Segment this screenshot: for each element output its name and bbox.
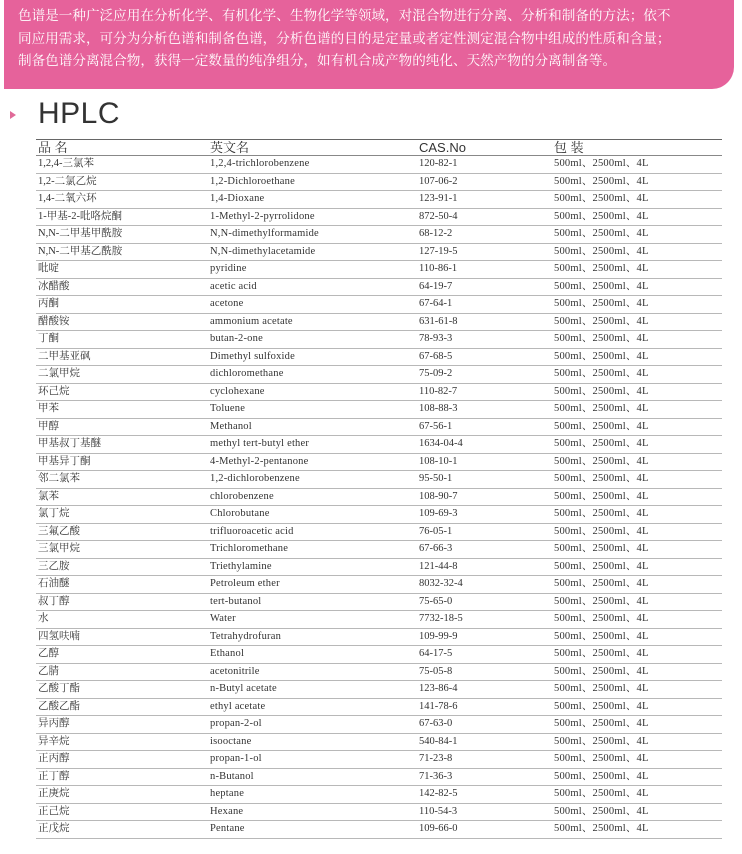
table-row xyxy=(36,226,722,244)
chinese-name-cell: 三氯甲烷 xyxy=(36,541,208,559)
header-cas-no: CAS.No xyxy=(417,140,552,156)
packaging-cell: 500ml、2500ml、4L xyxy=(552,558,722,576)
table-row xyxy=(36,243,722,261)
chinese-name-cell: 异辛烷 xyxy=(36,733,208,751)
english-name-cell: acetic acid xyxy=(208,278,417,296)
chinese-name-cell: 丁酮 xyxy=(36,331,208,349)
english-name-cell: propan-2-ol xyxy=(208,716,417,734)
cas-number-cell: 76-05-1 xyxy=(417,523,552,541)
table-row xyxy=(36,191,722,209)
table-row xyxy=(36,576,722,594)
english-name-cell: pyridine xyxy=(208,261,417,279)
chinese-name-cell: 正丙醇 xyxy=(36,751,208,769)
packaging-cell: 500ml、2500ml、4L xyxy=(552,208,722,226)
packaging-cell: 500ml、2500ml、4L xyxy=(552,261,722,279)
cas-number-cell: 1634-04-4 xyxy=(417,436,552,454)
table-row xyxy=(36,488,722,506)
english-name-cell: 1,2-dichlorobenzene xyxy=(208,471,417,489)
table-row xyxy=(36,558,722,576)
table-row xyxy=(36,173,722,191)
packaging-cell: 500ml、2500ml、4L xyxy=(552,611,722,629)
english-name-cell: Methanol xyxy=(208,418,417,436)
cas-number-cell: 67-68-5 xyxy=(417,348,552,366)
packaging-cell: 500ml、2500ml、4L xyxy=(552,436,722,454)
english-name-cell: Triethylamine xyxy=(208,558,417,576)
chinese-name-cell: 环己烷 xyxy=(36,383,208,401)
cas-number-cell: 631-61-8 xyxy=(417,313,552,331)
english-name-cell: n-Butyl acetate xyxy=(208,681,417,699)
packaging-cell: 500ml、2500ml、4L xyxy=(552,226,722,244)
table-row xyxy=(36,611,722,629)
chinese-name-cell: 水 xyxy=(36,611,208,629)
packaging-cell: 500ml、2500ml、4L xyxy=(552,523,722,541)
chinese-name-cell: 三乙胺 xyxy=(36,558,208,576)
intro-line: 制备色谱分离混合物，获得一定数量的纯净组分，如有机合成产物的纯化、天然产物的分离制备等。 xyxy=(18,53,617,69)
chinese-name-cell: 二甲基亚砜 xyxy=(36,348,208,366)
english-name-cell: tert-butanol xyxy=(208,593,417,611)
cas-number-cell: 121-44-8 xyxy=(417,558,552,576)
table-row xyxy=(36,296,722,314)
cas-number-cell: 108-88-3 xyxy=(417,401,552,419)
cas-number-cell: 109-66-0 xyxy=(417,821,552,839)
cas-number-cell: 71-36-3 xyxy=(417,768,552,786)
cas-number-cell: 7732-18-5 xyxy=(417,611,552,629)
english-name-cell: 1,2-Dichloroethane xyxy=(208,173,417,191)
cas-number-cell: 75-09-2 xyxy=(417,366,552,384)
packaging-cell: 500ml、2500ml、4L xyxy=(552,576,722,594)
packaging-cell: 500ml、2500ml、4L xyxy=(552,471,722,489)
cas-number-cell: 120-82-1 xyxy=(417,156,552,174)
packaging-cell: 500ml、2500ml、4L xyxy=(552,698,722,716)
english-name-cell: heptane xyxy=(208,786,417,804)
intro-line: 色谱是一种广泛应用在分析化学、有机化学、生物化学等领域，对混合物进行分离、分析和制备的方法；依不 xyxy=(18,8,671,24)
packaging-cell: 500ml、2500ml、4L xyxy=(552,681,722,699)
intro-banner xyxy=(4,0,734,89)
chinese-name-cell: 1,2-二氯乙烷 xyxy=(36,173,208,191)
english-name-cell: Chlorobutane xyxy=(208,506,417,524)
cas-number-cell: 107-06-2 xyxy=(417,173,552,191)
chinese-name-cell: 正己烷 xyxy=(36,803,208,821)
intro-line: 同应用需求，可分为分析色谱和制备色谱，分析色谱的目的是定量或者定性测定混合物中组成的性质和含量； xyxy=(18,30,671,47)
packaging-cell: 500ml、2500ml、4L xyxy=(552,768,722,786)
table-row xyxy=(36,821,722,839)
table-row xyxy=(36,471,722,489)
table-row xyxy=(36,383,722,401)
english-name-cell: chlorobenzene xyxy=(208,488,417,506)
packaging-cell: 500ml、2500ml、4L xyxy=(552,418,722,436)
table-row xyxy=(36,716,722,734)
english-name-cell: Trichloromethane xyxy=(208,541,417,559)
cas-number-cell: 64-19-7 xyxy=(417,278,552,296)
cas-number-cell: 71-23-8 xyxy=(417,751,552,769)
packaging-cell: 500ml、2500ml、4L xyxy=(552,366,722,384)
cas-number-cell: 64-17-5 xyxy=(417,646,552,664)
cas-number-cell: 123-86-4 xyxy=(417,681,552,699)
packaging-cell: 500ml、2500ml、4L xyxy=(552,751,722,769)
chinese-name-cell: 二氯甲烷 xyxy=(36,366,208,384)
cas-number-cell: 108-10-1 xyxy=(417,453,552,471)
chinese-name-cell: 氯苯 xyxy=(36,488,208,506)
english-name-cell: isooctane xyxy=(208,733,417,751)
packaging-cell: 500ml、2500ml、4L xyxy=(552,488,722,506)
chinese-name-cell: 叔丁醇 xyxy=(36,593,208,611)
chinese-name-cell: 正丁醇 xyxy=(36,768,208,786)
table-row xyxy=(36,401,722,419)
table-row xyxy=(36,453,722,471)
chinese-name-cell: 乙酸丁酯 xyxy=(36,681,208,699)
table-row xyxy=(36,733,722,751)
cas-number-cell: 75-05-8 xyxy=(417,663,552,681)
header-english-name: 英文名 xyxy=(208,140,417,156)
packaging-cell: 500ml、2500ml、4L xyxy=(552,191,722,209)
cas-number-cell: 110-82-7 xyxy=(417,383,552,401)
packaging-cell: 500ml、2500ml、4L xyxy=(552,663,722,681)
packaging-cell: 500ml、2500ml、4L xyxy=(552,348,722,366)
cas-number-cell: 108-90-7 xyxy=(417,488,552,506)
chinese-name-cell: 氯丁烷 xyxy=(36,506,208,524)
header-chinese-name: 品 名 xyxy=(36,140,208,156)
packaging-cell: 500ml、2500ml、4L xyxy=(552,733,722,751)
table-row xyxy=(36,628,722,646)
chinese-name-cell: 乙腈 xyxy=(36,663,208,681)
table-row xyxy=(36,541,722,559)
english-name-cell: 4-Methyl-2-pentanone xyxy=(208,453,417,471)
table-row xyxy=(36,313,722,331)
english-name-cell: N,N-dimethylformamide xyxy=(208,226,417,244)
cas-number-cell: 75-65-0 xyxy=(417,593,552,611)
english-name-cell: 1,4-Dioxane xyxy=(208,191,417,209)
chinese-name-cell: 正庚烷 xyxy=(36,786,208,804)
cas-number-cell: 67-63-0 xyxy=(417,716,552,734)
packaging-cell: 500ml、2500ml、4L xyxy=(552,646,722,664)
cas-number-cell: 141-78-6 xyxy=(417,698,552,716)
packaging-cell: 500ml、2500ml、4L xyxy=(552,173,722,191)
english-name-cell: Petroleum ether xyxy=(208,576,417,594)
packaging-cell: 500ml、2500ml、4L xyxy=(552,401,722,419)
cas-number-cell: 142-82-5 xyxy=(417,786,552,804)
header-packaging: 包 装 xyxy=(552,140,722,156)
chinese-name-cell: 甲苯 xyxy=(36,401,208,419)
table-row xyxy=(36,208,722,226)
cas-number-cell: 110-54-3 xyxy=(417,803,552,821)
cas-number-cell: 110-86-1 xyxy=(417,261,552,279)
table-row xyxy=(36,418,722,436)
english-name-cell: Tetrahydrofuran xyxy=(208,628,417,646)
english-name-cell: Water xyxy=(208,611,417,629)
packaging-cell: 500ml、2500ml、4L xyxy=(552,506,722,524)
table-row xyxy=(36,768,722,786)
table-body xyxy=(36,156,722,839)
cas-number-cell: 540-84-1 xyxy=(417,733,552,751)
packaging-cell: 500ml、2500ml、4L xyxy=(552,296,722,314)
chinese-name-cell: 乙醇 xyxy=(36,646,208,664)
cas-number-cell: 109-69-3 xyxy=(417,506,552,524)
cas-number-cell: 8032-32-4 xyxy=(417,576,552,594)
packaging-cell: 500ml、2500ml、4L xyxy=(552,821,722,839)
cas-number-cell: 109-99-9 xyxy=(417,628,552,646)
cas-number-cell: 78-93-3 xyxy=(417,331,552,349)
english-name-cell: propan-1-ol xyxy=(208,751,417,769)
cas-number-cell: 67-64-1 xyxy=(417,296,552,314)
english-name-cell: 1,2,4-trichlorobenzene xyxy=(208,156,417,174)
cas-number-cell: 127-19-5 xyxy=(417,243,552,261)
packaging-cell: 500ml、2500ml、4L xyxy=(552,278,722,296)
cas-number-cell: 67-66-3 xyxy=(417,541,552,559)
chinese-name-cell: N,N-二甲基甲酰胺 xyxy=(36,226,208,244)
chinese-name-cell: 1,4-二氧六环 xyxy=(36,191,208,209)
packaging-cell: 500ml、2500ml、4L xyxy=(552,786,722,804)
table-row xyxy=(36,593,722,611)
english-name-cell: ammonium acetate xyxy=(208,313,417,331)
cas-number-cell: 68-12-2 xyxy=(417,226,552,244)
table-row xyxy=(36,156,722,174)
english-name-cell: acetone xyxy=(208,296,417,314)
english-name-cell: 1-Methyl-2-pyrrolidone xyxy=(208,208,417,226)
chinese-name-cell: 乙酸乙酯 xyxy=(36,698,208,716)
packaging-cell: 500ml、2500ml、4L xyxy=(552,716,722,734)
packaging-cell: 500ml、2500ml、4L xyxy=(552,156,722,174)
chinese-name-cell: 三氟乙酸 xyxy=(36,523,208,541)
packaging-cell: 500ml、2500ml、4L xyxy=(552,243,722,261)
table-row xyxy=(36,506,722,524)
cas-number-cell: 872-50-4 xyxy=(417,208,552,226)
chinese-name-cell: 1-甲基-2-吡咯烷酮 xyxy=(36,208,208,226)
table-row xyxy=(36,348,722,366)
english-name-cell: Hexane xyxy=(208,803,417,821)
english-name-cell: trifluoroacetic acid xyxy=(208,523,417,541)
table-row xyxy=(36,278,722,296)
cas-number-cell: 95-50-1 xyxy=(417,471,552,489)
chinese-name-cell: 甲醇 xyxy=(36,418,208,436)
packaging-cell: 500ml、2500ml、4L xyxy=(552,628,722,646)
english-name-cell: Toluene xyxy=(208,401,417,419)
chinese-name-cell: 醋酸铵 xyxy=(36,313,208,331)
table-row xyxy=(36,663,722,681)
table-row xyxy=(36,803,722,821)
chinese-name-cell: N,N-二甲基乙酰胺 xyxy=(36,243,208,261)
packaging-cell: 500ml、2500ml、4L xyxy=(552,313,722,331)
chinese-name-cell: 丙酮 xyxy=(36,296,208,314)
english-name-cell: ethyl acetate xyxy=(208,698,417,716)
chinese-name-cell: 异丙醇 xyxy=(36,716,208,734)
cas-number-cell: 67-56-1 xyxy=(417,418,552,436)
table-row xyxy=(36,436,722,454)
chinese-name-cell: 吡啶 xyxy=(36,261,208,279)
packaging-cell: 500ml、2500ml、4L xyxy=(552,803,722,821)
english-name-cell: N,N-dimethylacetamide xyxy=(208,243,417,261)
chinese-name-cell: 四氢呋喃 xyxy=(36,628,208,646)
english-name-cell: dichloromethane xyxy=(208,366,417,384)
chinese-name-cell: 甲基叔丁基醚 xyxy=(36,436,208,454)
english-name-cell: methyl tert-butyl ether xyxy=(208,436,417,454)
cas-number-cell: 123-91-1 xyxy=(417,191,552,209)
english-name-cell: Dimethyl sulfoxide xyxy=(208,348,417,366)
table-row xyxy=(36,261,722,279)
english-name-cell: n-Butanol xyxy=(208,768,417,786)
product-table xyxy=(36,139,722,839)
packaging-cell: 500ml、2500ml、4L xyxy=(552,453,722,471)
table-row xyxy=(36,681,722,699)
packaging-cell: 500ml、2500ml、4L xyxy=(552,593,722,611)
chinese-name-cell: 邻二氯苯 xyxy=(36,471,208,489)
section-title: HPLC xyxy=(38,97,121,130)
chinese-name-cell: 冰醋酸 xyxy=(36,278,208,296)
packaging-cell: 500ml、2500ml、4L xyxy=(552,541,722,559)
english-name-cell: acetonitrile xyxy=(208,663,417,681)
english-name-cell: Ethanol xyxy=(208,646,417,664)
chinese-name-cell: 甲基异丁酮 xyxy=(36,453,208,471)
chinese-name-cell: 石油醚 xyxy=(36,576,208,594)
table-header-row xyxy=(36,140,722,156)
table-row xyxy=(36,646,722,664)
table-row xyxy=(36,331,722,349)
table-row xyxy=(36,751,722,769)
chinese-name-cell: 正戊烷 xyxy=(36,821,208,839)
packaging-cell: 500ml、2500ml、4L xyxy=(552,331,722,349)
english-name-cell: Pentane xyxy=(208,821,417,839)
chinese-name-cell: 1,2,4-三氯苯 xyxy=(36,156,208,174)
table-row xyxy=(36,523,722,541)
packaging-cell: 500ml、2500ml、4L xyxy=(552,383,722,401)
table-row xyxy=(36,786,722,804)
triangle-bullet-icon xyxy=(10,111,16,119)
table-row xyxy=(36,698,722,716)
english-name-cell: cyclohexane xyxy=(208,383,417,401)
english-name-cell: butan-2-one xyxy=(208,331,417,349)
table-row xyxy=(36,366,722,384)
